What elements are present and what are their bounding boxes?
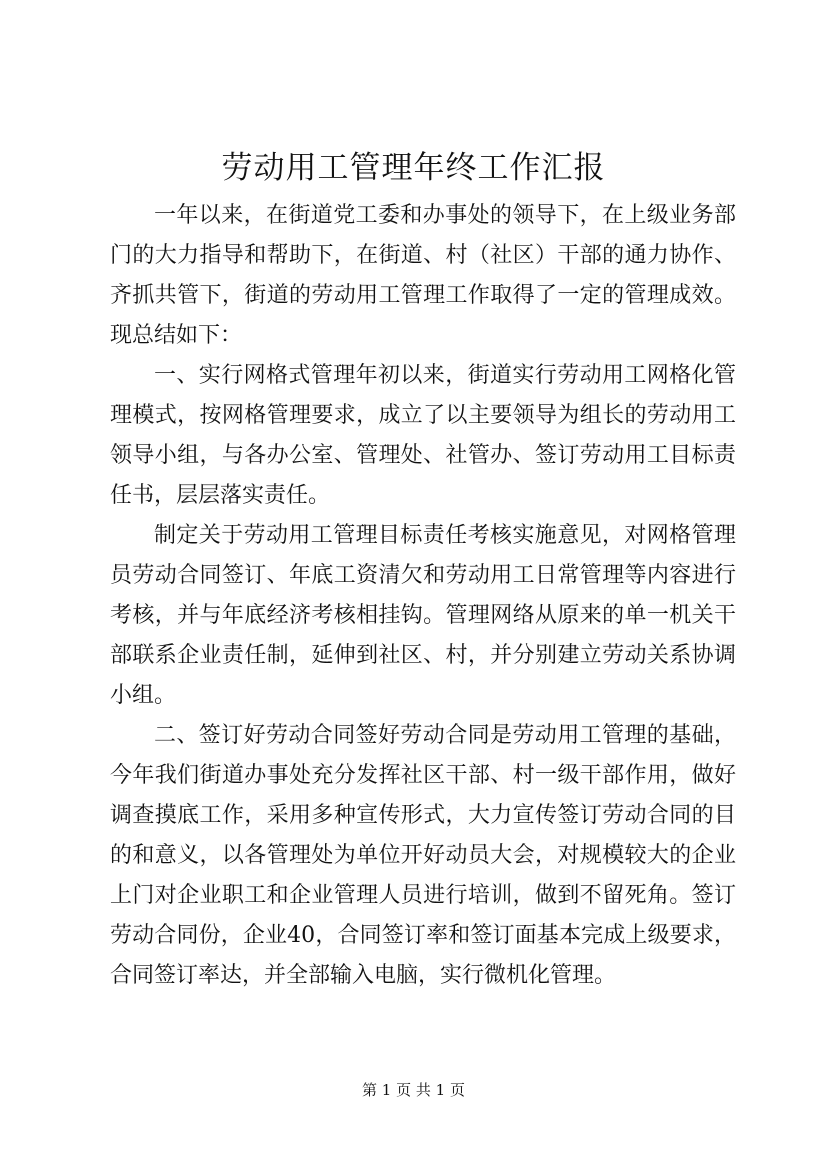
paragraph-assessment: 制定关于劳动用工管理目标责任考核实施意见，对网格管理员劳动合同签订、年底工资清欠和劳动用工日常管理等内容进行考核，并与年底经济考核相挂钩。管理网络从原来的单一机关干部联系企业责任制，延伸到社区、村，并分别建立劳动关系协调小组。 [110,523,736,708]
page-footer: 第 1 页 共 1 页 [362,1081,465,1099]
paragraph-intro: 一年以来，在街道党工委和办事处的领导下，在上级业务部门的大力指导和帮助下，在街道、村（社区）干部的通力协作、齐抓共管下，街道的劳动用工管理工作取得了一定的管理成效。现总结如下： [110,203,736,348]
document-body [110,196,736,996]
document-title: 劳动用工管理年终工作汇报 [221,150,606,186]
paragraph-grid-management: 一、实行网格式管理年初以来，街道实行劳动用工网格化管理模式，按网格管理要求，成立了以主要领导为组长的劳动用工领导小组，与各办公室、管理处、社管办、签订劳动用工目标责任书，层层落实责任。 [110,363,736,508]
paragraph-labor-contracts: 二、签订好劳动合同签好劳动合同是劳动用工管理的基础，今年我们街道办事处充分发挥社区干部、村一级干部作用，做好调查摸底工作，采用多种宣传形式，大力宣传签订劳动合同的目的和意义，以各管理处为单位开好动员大会，对规模较大的企业上门对企业职工和企业管理人员进行培训，做到不留死角。签订劳动合同份，企业40，合同签订率和签订面基本完成上级要求，合同签订率达，并全部输入电脑，实行微机化管理。 [110,723,736,988]
